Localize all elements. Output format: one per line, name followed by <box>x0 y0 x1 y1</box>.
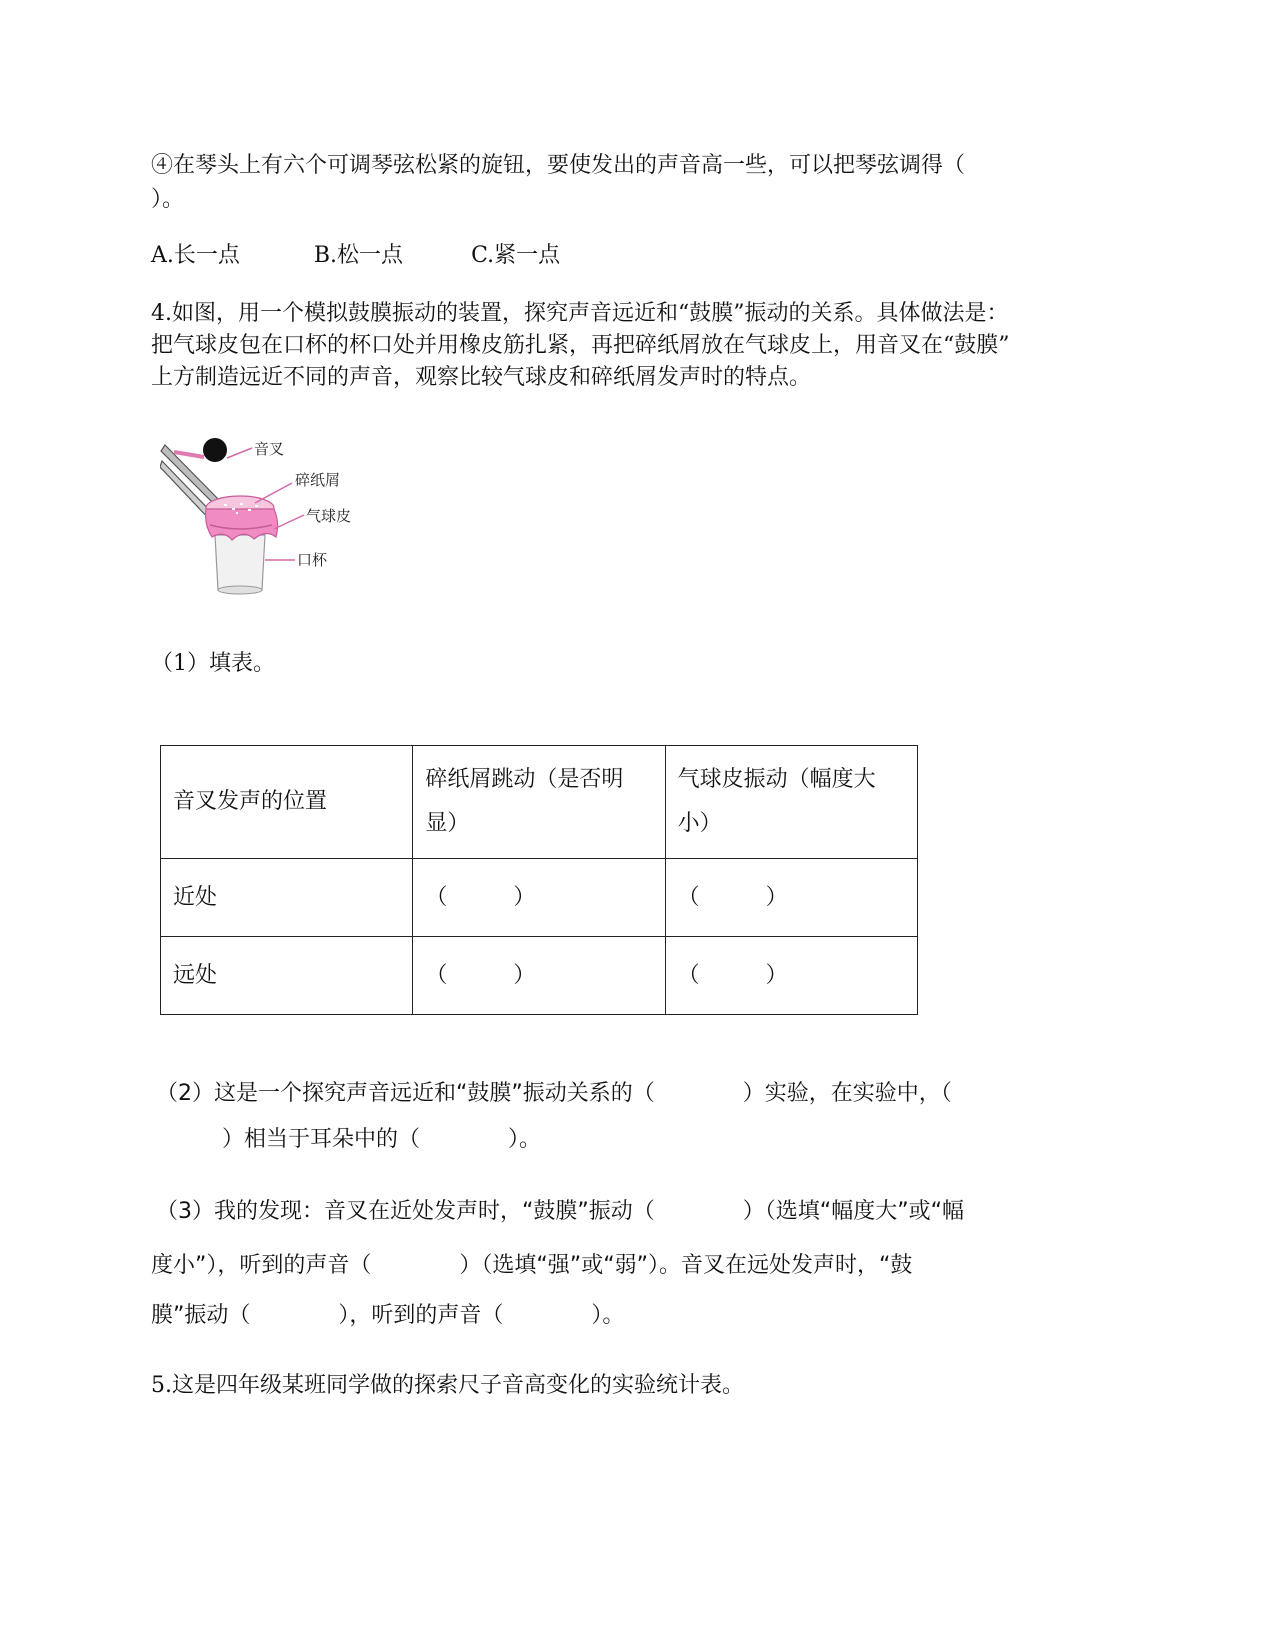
question-4-part-3-line-1: （3）我的发现：音叉在近处发声时，“鼓膜”振动（ ）（选填“幅度大”或“幅 <box>156 1199 964 1224</box>
option-a: A.长一点 <box>151 243 240 268</box>
observation-table <box>160 745 918 1015</box>
table-header-position: 音叉发声的位置 <box>161 746 413 859</box>
option-b: B.松一点 <box>313 243 404 268</box>
question-3-4-line-2: ）。 <box>151 187 185 212</box>
table-header-row <box>161 746 918 859</box>
question-4-part-3-line-3: 膜”振动（ ），听到的声音（ ）。 <box>151 1303 625 1328</box>
label-paper-bits: 碎纸屑 <box>295 471 341 489</box>
answer-blank[interactable]: （ ） <box>665 859 917 937</box>
answer-blank[interactable]: （ ） <box>665 937 917 1015</box>
answer-blank[interactable]: （ ） <box>413 937 665 1015</box>
question-3-4-line-1: ④在琴头上有六个可调琴弦松紧的旋钮，要使发出的声音高一些，可以把琴弦调得（ <box>151 153 966 178</box>
question-4-part-2-line-2: ）相当于耳朵中的（ ）。 <box>156 1127 542 1152</box>
table-header-balloon: 气球皮振动（幅度大小） <box>665 746 917 859</box>
question-5-line-1: 5.这是四年级某班同学做的探索尺子音高变化的实验统计表。 <box>151 1373 744 1398</box>
eardrum-model-illustration <box>160 425 400 595</box>
table-cell: 远处 <box>161 937 413 1015</box>
balloon-skin-icon <box>206 496 278 540</box>
question-4-part-3-line-2: 度小”），听到的声音（ ）（选填“强”或“弱”）。音叉在远处发声时，“鼓 <box>151 1253 913 1278</box>
cup-icon <box>215 535 265 594</box>
question-4-line-1: 4.如图，用一个模拟鼓膜振动的装置，探究声音远近和“鼓膜”振动的关系。具体做法是： <box>151 301 1009 326</box>
label-balloon-skin: 气球皮 <box>306 507 352 525</box>
table-cell: 近处 <box>161 859 413 937</box>
table-row <box>161 859 918 937</box>
question-4-part-2-line-1: （2）这是一个探究声音远近和“鼓膜”振动关系的（ ）实验，在实验中，（ <box>156 1081 952 1106</box>
table-row <box>161 937 918 1015</box>
question-3-4-options <box>151 240 560 272</box>
table-header-paper-bits: 碎纸屑跳动（是否明显） <box>413 746 665 859</box>
answer-blank[interactable]: （ ） <box>413 859 665 937</box>
label-cup: 口杯 <box>297 551 328 569</box>
label-tuning-fork: 音叉 <box>254 440 285 458</box>
question-4-line-3: 上方制造远近不同的声音，观察比较气球皮和碎纸屑发声时的特点。 <box>151 365 812 390</box>
question-4-part-1: （1）填表。 <box>151 651 275 676</box>
question-4-line-2: 把气球皮包在口杯的杯口处并用橡皮筋扎紧，再把碎纸屑放在气球皮上，用音叉在“鼓膜” <box>151 333 1010 358</box>
option-c: C.紧一点 <box>471 243 561 268</box>
eardrum-model-figure <box>160 425 400 595</box>
